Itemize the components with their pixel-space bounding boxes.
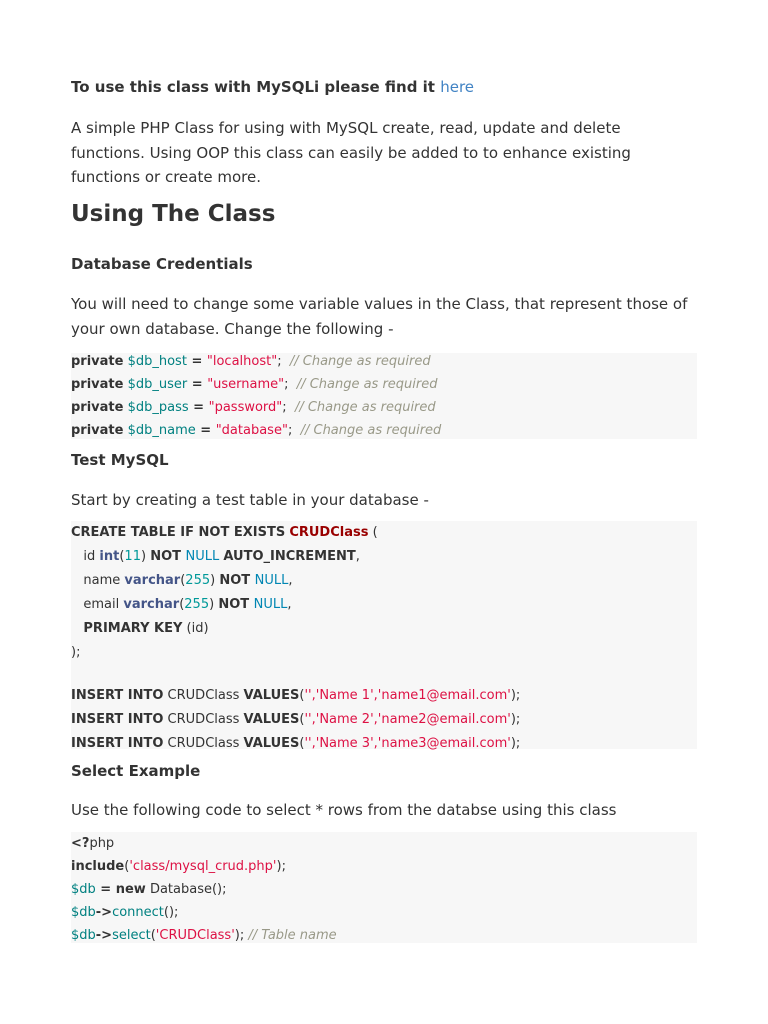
code-line: id int(11) NOT NULL AUTO_INCREMENT, [71, 549, 360, 564]
php-code-block [71, 832, 697, 943]
select-text: Use the following code to select * rows from the databse using this class [71, 801, 617, 819]
sql-code-block [71, 521, 697, 749]
code-line: INSERT INTO CRUDClass VALUES('','Name 3','name3@email.com'); [71, 736, 521, 751]
mysqli-link[interactable]: here [440, 78, 475, 96]
test-text: Start by creating a test table in your database - [71, 491, 429, 509]
mysqli-notice [71, 76, 474, 98]
code-line: private $db_host = "localhost"; // Change as required [71, 354, 431, 369]
code-line: $db->select('CRUDClass'); // Table name [71, 928, 337, 943]
credentials-heading: Database Credentials [71, 255, 253, 273]
code-line: private $db_pass = "password"; // Change as required [71, 400, 436, 415]
code-line: include('class/mysql_crud.php'); [71, 859, 286, 874]
code-line: private $db_name = "database"; // Change as required [71, 423, 442, 438]
code-line: PRIMARY KEY (id) [83, 621, 209, 636]
code-line: private $db_user = "username"; // Change as required [71, 377, 438, 392]
code-line: INSERT INTO CRUDClass VALUES('','Name 2','name2@email.com'); [71, 712, 521, 727]
credentials-text: You will need to change some variable values in the Class, that represent those of your own database. Change the following - [71, 295, 688, 338]
blank-code-line [71, 665, 697, 684]
code-line: name varchar(255) NOT NULL, [71, 573, 293, 588]
test-heading: Test MySQL [71, 451, 169, 469]
mysqli-notice-text: To use this class with MySQLi please find it [71, 78, 435, 96]
code-line: $db = new Database(); [71, 882, 227, 897]
code-line: <?php [71, 836, 115, 851]
code-line: INSERT INTO CRUDClass VALUES('','Name 1','name1@email.com'); [71, 688, 521, 703]
code-line: ); [71, 645, 81, 660]
select-heading: Select Example [71, 762, 201, 780]
credentials-code-block [71, 353, 697, 439]
code-line: $db->connect(); [71, 905, 179, 920]
using-heading: Using The Class [71, 201, 276, 227]
code-line: CREATE TABLE IF NOT EXISTS CRUDClass ( [71, 525, 378, 540]
intro-description: A simple PHP Class for using with MySQL create, read, update and delete functions. Using OOP this class can easily be added to to enhance existing functions or create more. [71, 119, 631, 186]
code-line: email varchar(255) NOT NULL, [71, 597, 292, 612]
